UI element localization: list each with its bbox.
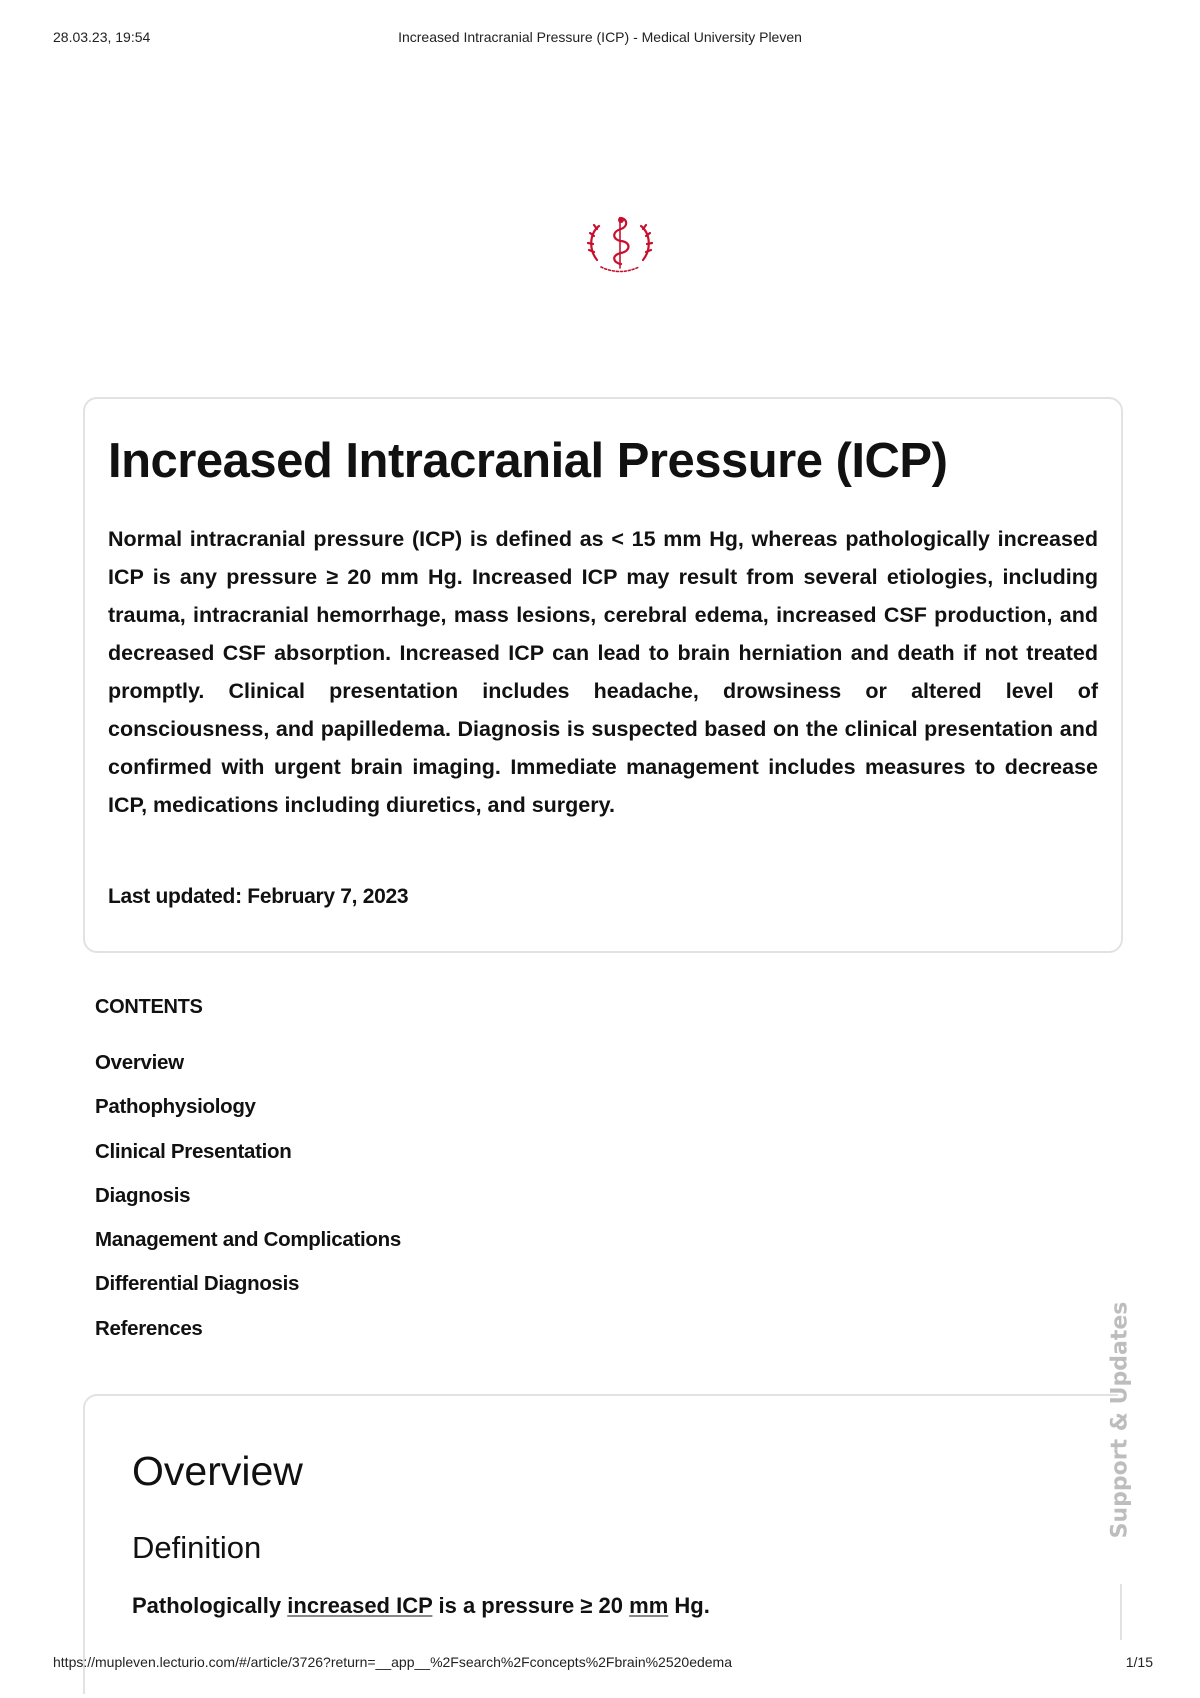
definition-suffix: Hg.: [668, 1593, 710, 1618]
contents-item-references[interactable]: References: [95, 1316, 203, 1340]
print-page-title: Increased Intracranial Pressure (ICP) - Medical University Pleven: [398, 29, 802, 45]
print-header: [0, 29, 1200, 49]
increased-icp-link[interactable]: increased ICP: [287, 1593, 433, 1618]
overview-heading: Overview: [132, 1448, 303, 1494]
last-updated: Last updated: February 7, 2023: [108, 885, 409, 908]
divider: [1120, 1584, 1122, 1640]
page-number: 1/15: [1125, 1654, 1153, 1670]
definition-heading: Definition: [132, 1530, 262, 1565]
article-title: Increased Intracranial Pressure (ICP): [108, 434, 948, 488]
seal-svg: [585, 212, 655, 278]
contents-title: CONTENTS: [95, 996, 203, 1018]
article-summary: Normal intracranial pressure (ICP) is defined as < 15 mm Hg, whereas pathologically increased ICP is any pressure ≥ 20 mm Hg. Increased ICP may result from several etiologies, including trauma, intracranial hemorrhage, mass lesions, cerebral edema, increased CSF production, and decreased CSF absorption. Increased ICP can lead to brain herniation and death if not treated promptly. Clinical presentation includes headache, drowsiness or altered level of consciousness, and papilledema. Diagnosis is suspected based on the clinical presentation and confirmed with urgent brain imaging. Immediate management includes measures to decrease ICP, medications including diuretics, and surgery.: [108, 527, 1098, 817]
print-datetime: 28.03.23, 19:54: [53, 29, 151, 45]
print-footer: [0, 1654, 1200, 1674]
contents-item-diagnosis[interactable]: Diagnosis: [95, 1183, 191, 1207]
page-url: https://mupleven.lecturio.com/#/article/3726?return=__app__%2Fsearch%2Fconcepts%2Fbrain%2520edema: [53, 1654, 733, 1670]
article-summary-card: [83, 397, 1123, 953]
contents-item-differential-diagnosis[interactable]: Differential Diagnosis: [95, 1272, 300, 1296]
definition-middle: is a pressure ≥ 20: [432, 1593, 630, 1618]
support-updates-label: Support & Updates: [1107, 1301, 1133, 1539]
definition-text: [132, 1593, 710, 1619]
contents-list: [95, 1049, 401, 1359]
contents-item-overview[interactable]: Overview: [95, 1051, 184, 1074]
university-seal-icon[interactable]: [585, 212, 655, 278]
contents-item-management[interactable]: Management and Complications: [95, 1228, 401, 1252]
definition-prefix: Pathologically: [132, 1593, 288, 1618]
contents-item-pathophysiology[interactable]: Pathophysiology: [95, 1095, 256, 1119]
support-updates-tab[interactable]: [1100, 1301, 1140, 1539]
overview-section: [83, 1394, 1118, 1694]
mm-link[interactable]: mm: [629, 1593, 669, 1618]
contents-item-clinical-presentation[interactable]: Clinical Presentation: [95, 1139, 292, 1163]
